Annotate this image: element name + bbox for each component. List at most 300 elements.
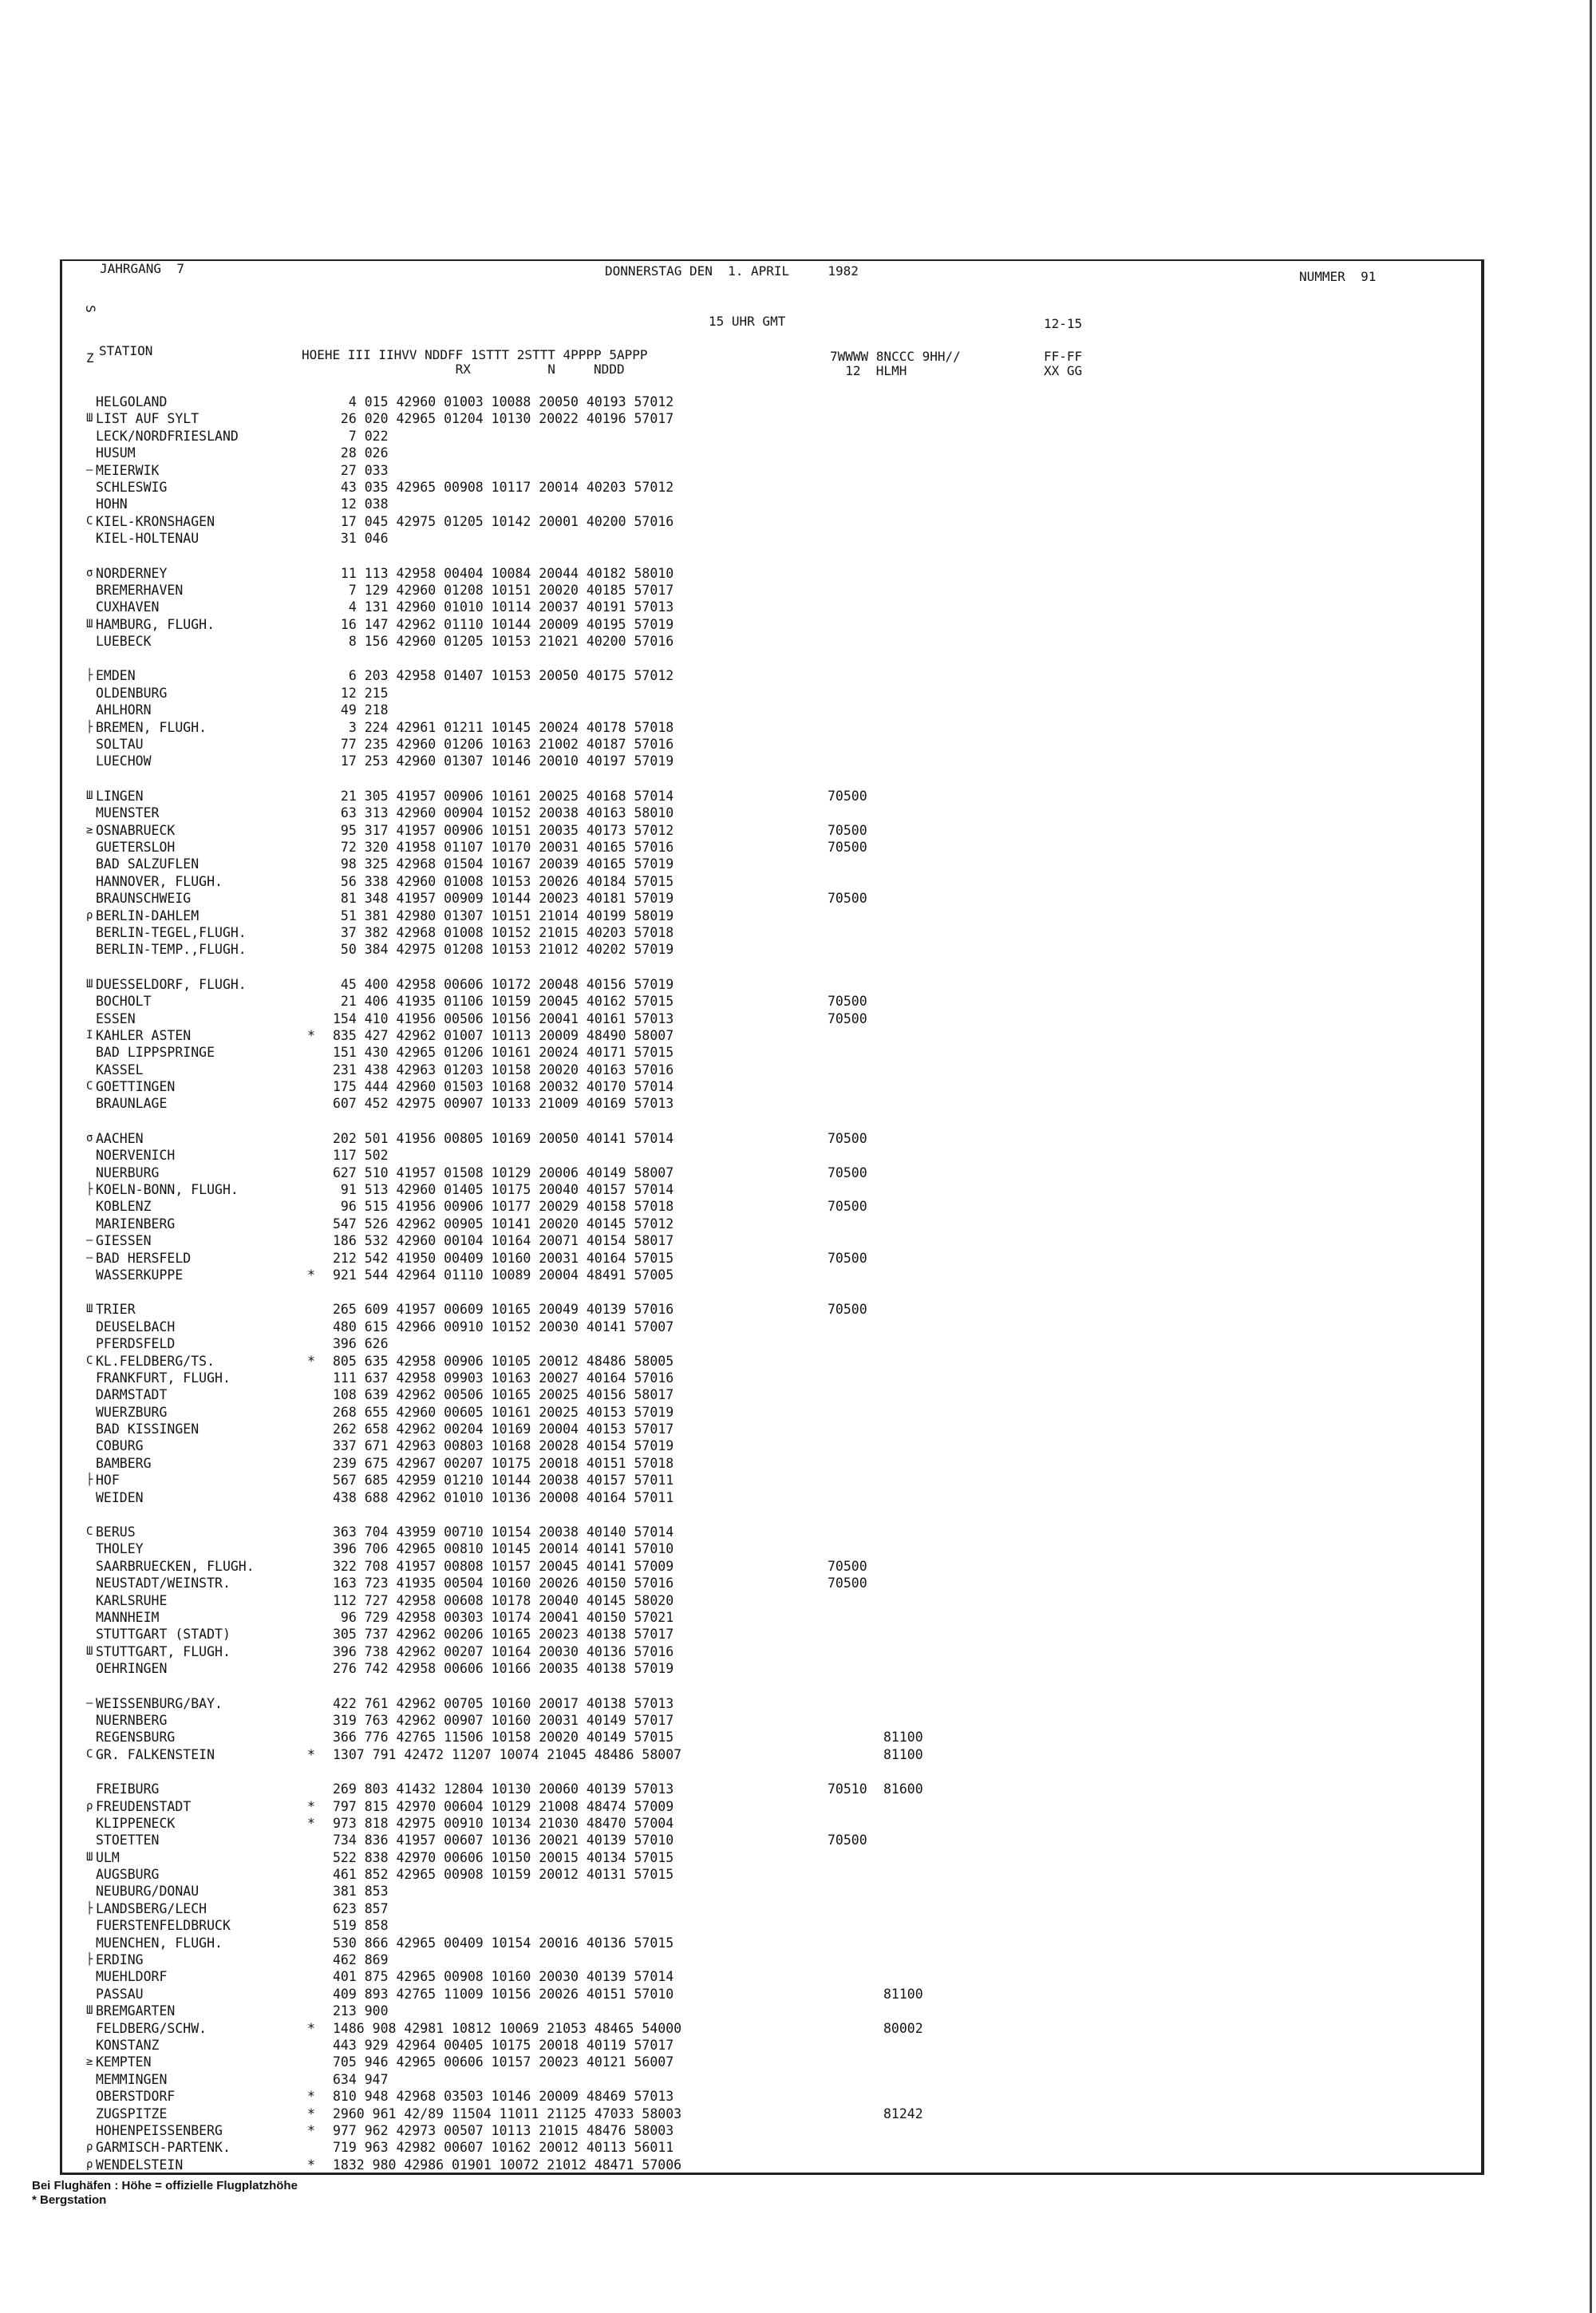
station-values: 265 609 41957 00609 10165 20049 40139 57016 [333,1302,674,1318]
station-name: KARLSRUHE [96,1592,168,1608]
station-name: COBURG [96,1438,144,1454]
station-name: SCHLESWIG [96,479,168,495]
table-row [86,976,939,993]
station-values: 461 852 42965 00908 10159 20012 40131 57015 [333,1867,674,1883]
station-name: NEUBURG/DONAU [96,1884,200,1900]
group-7-value: 70510 [828,1781,867,1797]
station-values: 396 738 42962 00207 10164 20030 40136 57016 [333,1643,674,1659]
station-mark: Ш [86,2004,93,2018]
station-name: MUENSTER [96,805,160,821]
group-7-value: 70500 [828,1199,867,1215]
station-values: 2960 961 42/89 11504 11011 21125 47033 58003 [333,2105,682,2121]
table-row [86,2054,939,2070]
station-values: 977 962 42973 00507 10113 21015 48476 58003 [333,2122,674,2138]
mountain-star: * [307,1027,315,1043]
station-name: HOHENPEISSENBERG [96,2122,223,2138]
extra-column-headers: 7WWWW 8NCCC 9HH// [830,349,961,364]
table-row [86,1267,939,1283]
station-values: 27 033 [333,462,389,478]
station-values: 519 858 [333,1918,389,1934]
station-name: NORDERNEY [96,565,168,581]
table-row [86,2105,939,2122]
table-row [86,822,939,839]
issue-number: NUMMER 91 [1299,269,1377,284]
station-name: BREMGARTEN [96,2003,176,2019]
station-mark: — [86,1234,93,1247]
station-mark: ├ [86,1473,93,1487]
station-values: 96 515 41956 00906 10177 20029 40158 57018 [333,1199,674,1215]
station-table [86,393,939,2173]
station-values: 547 526 42962 00905 10141 20020 40145 57012 [333,1216,674,1232]
table-row [86,1455,939,1472]
table-row [86,633,939,650]
station-name: GOETTINGEN [96,1079,176,1095]
station-values: 337 671 42963 00803 10168 20028 40154 57019 [333,1438,674,1454]
station-values: 522 838 42970 00606 10150 20015 40134 57015 [333,1849,674,1865]
table-row [86,2020,939,2037]
group-7-value: 70500 [828,1130,867,1146]
station-name: CUXHAVEN [96,599,160,615]
station-name: MUEHLDORF [96,1969,168,1985]
table-row [86,719,939,736]
group-7-value: 70500 [828,1250,867,1266]
station-mark: Ш [86,1644,93,1658]
table-row [86,2122,939,2139]
station-values: 705 946 42965 00606 10157 20023 40121 56007 [333,2054,674,2070]
wind-gust-header: FF-FF [1044,349,1083,364]
table-row [86,582,939,599]
station-name: BERLIN-DAHLEM [96,907,200,923]
station-name: BAD HERSFELD [96,1250,192,1266]
station-values: 366 776 42765 11506 10158 20020 40149 57015 [333,1730,674,1746]
table-row [86,667,939,684]
station-values: 921 544 42964 01110 10089 20004 48491 57005 [333,1267,674,1283]
table-row [86,805,939,821]
station-values: 16 147 42962 01110 10144 20009 40195 57019 [333,616,674,632]
station-name: BAD LIPPSPRINGE [96,1045,215,1061]
table-row [86,599,939,615]
station-values: 438 688 42962 01010 10136 20008 40164 57011 [333,1489,674,1505]
mountain-star: * [307,1353,315,1369]
station-name: EMDEN [96,668,136,684]
station-name: WEIDEN [96,1489,144,1505]
mountain-star: * [307,1798,315,1814]
station-name: PASSAU [96,1986,144,2002]
table-row [86,1712,939,1729]
table-row [86,1729,939,1746]
station-name: SOLTAU [96,737,144,753]
station-name: BREMEN, FLUGH. [96,719,207,735]
station-name: BERLIN-TEMP.,FLUGH. [96,942,247,958]
table-row [86,2088,939,2105]
footnote-mountain-station: * Bergstation [32,2193,107,2207]
station-values: 28 026 [333,445,389,461]
station-name: KEMPTEN [96,2054,152,2070]
table-row [86,1968,939,1985]
table-row [86,1900,939,1917]
station-values: 17 253 42960 01307 10146 20010 40197 57019 [333,753,674,769]
table-row [86,1319,939,1335]
station-name: FUERSTENFELDBRUCK [96,1918,231,1934]
table-row [86,462,939,479]
station-name: HAMBURG, FLUGH. [96,616,215,632]
station-mark: Ш [86,977,93,990]
station-values: 51 381 42980 01307 10151 21014 40199 58019 [333,907,674,923]
station-values: 805 635 42958 00906 10105 20012 48486 58005 [333,1353,674,1369]
table-row [86,1437,939,1454]
station-name: LIST AUF SYLT [96,411,200,427]
station-name: HANNOVER, FLUGH. [96,873,223,889]
station-mark: Ш [86,789,93,802]
station-name: NUERBURG [96,1164,160,1180]
table-row [86,1917,939,1934]
station-name: BRAUNLAGE [96,1096,168,1112]
mountain-star: * [307,1746,315,1762]
table-row [86,736,939,753]
station-values: 31 046 [333,531,389,547]
station-name: ERDING [96,1952,144,1968]
station-values: 26 020 42965 01204 10130 20022 40196 57017 [333,411,674,427]
station-values: 7 129 42960 01208 10151 20020 40185 57017 [333,582,674,598]
station-name: LANDSBERG/LECH [96,1900,207,1916]
station-values: 607 452 42975 00907 10133 21009 40169 57013 [333,1096,674,1112]
station-name: OSNABRUECK [96,822,176,838]
table-row [86,2157,939,2173]
table-row [86,1010,939,1027]
table-row [86,1558,939,1575]
table-row [86,2037,939,2054]
station-name: FRANKFURT, FLUGH. [96,1370,231,1386]
station-values: 98 325 42968 01504 10167 20039 40165 57019 [333,856,674,872]
table-row [86,1660,939,1677]
station-name: LECK/NORDFRIESLAND [96,428,239,444]
table-row [86,1798,939,1815]
mountain-star: * [307,2122,315,2138]
station-name: BERLIN-TEGEL,FLUGH. [96,924,247,940]
station-name: MARIENBERG [96,1216,176,1232]
station-name: BREMERHAVEN [96,582,184,598]
wind-gust-subheader: XX GG [1044,363,1083,378]
station-values: 17 045 42975 01205 10142 20001 40200 57016 [333,513,674,529]
station-mark: C [86,1080,93,1093]
mountain-star: * [307,2089,315,2105]
station-values: 6 203 42958 01407 10153 20050 40175 57012 [333,668,674,684]
table-row [86,1147,939,1164]
code-column-subheaders: RX N NDDD [302,362,625,377]
station-name: MANNHEIM [96,1610,160,1625]
station-values: 381 853 [333,1884,389,1900]
side-letter: S [82,305,98,313]
station-name: STOETTEN [96,1833,160,1848]
table-row [86,1849,939,1866]
table-row [86,513,939,530]
footnote [32,2179,298,2208]
station-name: FREIBURG [96,1781,160,1797]
table-row [86,1575,939,1591]
table-row [86,890,939,907]
table-row [86,2003,939,2019]
station-values: 3 224 42961 01211 10145 20024 40178 57018 [333,719,674,735]
group-7-value: 70500 [828,1576,867,1591]
station-name: KIEL-HOLTENAU [96,531,200,547]
station-name: NOERVENICH [96,1148,176,1164]
group-7-value: 70500 [828,891,867,907]
station-name: ULM [96,1849,120,1865]
station-mark: ├ [86,1953,93,1967]
station-name: WUERZBURG [96,1404,168,1420]
table-row [86,1198,939,1215]
station-values: 269 803 41432 12804 10130 20060 40139 57013 [333,1781,674,1797]
station-values: 1486 908 42981 10812 10069 21053 48465 54000 [333,2020,682,2036]
station-values: 96 729 42958 00303 10174 20041 40150 57021 [333,1610,674,1625]
station-name: BRAUNSCHWEIG [96,891,192,907]
group-8-value: 81100 [883,1746,923,1762]
station-name: HOF [96,1473,120,1489]
station-mark: ├ [86,1183,93,1196]
station-name: GUETERSLOH [96,839,176,855]
station-name: HELGOLAND [96,394,168,409]
station-name: DUESSELDORF, FLUGH. [96,976,247,992]
group-7-value: 70500 [828,839,867,855]
station-name: BOCHOLT [96,994,152,1010]
station-name: ESSEN [96,1010,136,1026]
code-column-headers: HOEHE III IIHVV NDDFF 1STTT 2STTT 4PPPP 5APPP [302,347,648,362]
table-row [86,1027,939,1044]
station-mark: C [86,1525,93,1539]
group-8-value: 81600 [883,1781,923,1797]
station-values: 50 384 42975 01208 10153 21012 40202 57019 [333,942,674,958]
table-row [86,753,939,769]
station-name: BAD SALZUFLEN [96,856,200,872]
station-values: 268 655 42960 00605 10161 20025 40153 57019 [333,1404,674,1420]
station-mark: ρ [86,1799,93,1813]
station-mark: ρ [86,2157,93,2171]
station-mark: — [86,463,93,476]
station-values: 409 893 42765 11009 10156 20026 40151 57010 [333,1986,674,2002]
station-values: 231 438 42963 01203 10158 20020 40163 57016 [333,1062,674,1077]
right-margin-rule [1590,0,1592,2313]
station-marker: Z [86,350,94,366]
station-name: HOHN [96,496,128,512]
table-row [86,839,939,856]
station-name: OLDENBURG [96,685,168,701]
table-row [86,1335,939,1352]
station-values: 213 900 [333,2003,389,2019]
station-values: 719 963 42982 00607 10162 20012 40113 56011 [333,2140,674,2156]
station-values: 163 723 41935 00504 10160 20026 40150 57016 [333,1576,674,1591]
table-row [86,1746,939,1763]
footnote-airports: Bei Flughäfen : Höhe = offizielle Flugplatzhöhe [32,2179,298,2192]
station-values: 239 675 42967 00207 10175 20018 40151 57018 [333,1455,674,1471]
table-row [86,1044,939,1061]
station-name: KOBLENZ [96,1199,152,1215]
table-row [86,924,939,941]
mountain-star: * [307,2020,315,2036]
station-mark: C [86,514,93,528]
table-row [86,1164,939,1181]
table-row [86,1935,939,1951]
station-values: 91 513 42960 01405 10175 20040 40157 57014 [333,1182,674,1198]
station-mark: — [86,1251,93,1264]
table-row [86,496,939,512]
station-name: KOELN-BONN, FLUGH. [96,1182,239,1198]
table-row [86,565,939,582]
station-values: 530 866 42965 00409 10154 20016 40136 57015 [333,1935,674,1951]
table-row [86,1643,939,1660]
table-row [86,1472,939,1489]
table-row [86,1951,939,1968]
group-8-value: 81242 [883,2105,923,2121]
table-row [86,1078,939,1095]
table-row [86,1216,939,1232]
station-name: TRIER [96,1302,136,1318]
station-values: 401 875 42965 00908 10160 20030 40139 57014 [333,1969,674,1985]
station-values: 1307 791 42472 11207 10074 21045 48486 58007 [333,1746,682,1762]
table-row [86,1781,939,1797]
station-values: 37 382 42968 01008 10152 21015 40203 57018 [333,924,674,940]
station-mark: ≥ [86,823,93,836]
station-values: 322 708 41957 00808 10157 20045 40141 57009 [333,1558,674,1574]
station-name: KONSTANZ [96,2037,160,2053]
station-values: 396 706 42965 00810 10145 20014 40141 57010 [333,1541,674,1557]
station-values: 797 815 42970 00604 10129 21008 48474 57009 [333,1798,674,1814]
station-mark: — [86,1696,93,1710]
station-mark: ρ [86,908,93,922]
table-row [86,941,939,958]
group-7-value: 70500 [828,822,867,838]
station-column-header: STATION [99,343,153,358]
station-name: PFERDSFELD [96,1336,176,1352]
station-name: STUTTGART (STADT) [96,1627,231,1643]
table-row [86,530,939,547]
station-values: 63 313 42960 00904 10152 20038 40163 58010 [333,805,674,821]
station-name: NUERNBERG [96,1712,168,1728]
table-row [86,393,939,410]
station-name: LINGEN [96,788,144,804]
table-row [86,616,939,633]
station-name: KASSEL [96,1062,144,1077]
station-name: WEISSENBURG/BAY. [96,1695,223,1711]
station-values: 112 727 42958 00608 10178 20040 40145 58020 [333,1592,674,1608]
table-row [86,1609,939,1626]
station-values: 95 317 41957 00906 10151 20035 40173 57012 [333,822,674,838]
station-name: MEIERWIK [96,462,160,478]
table-row [86,1095,939,1112]
station-values: 202 501 41956 00805 10169 20050 40141 57014 [333,1130,674,1146]
group-7-value: 70500 [828,1164,867,1180]
station-values: 634 947 [333,2071,389,2087]
station-name: OBERSTDORF [96,2089,176,2105]
station-values: 186 532 42960 00104 10164 20071 40154 58017 [333,1233,674,1249]
station-values: 627 510 41957 01508 10129 20006 40149 58007 [333,1164,674,1180]
station-name: KLIPPENECK [96,1815,176,1831]
station-values: 21 305 41957 00906 10161 20025 40168 57014 [333,788,674,804]
station-values: 151 430 42965 01206 10161 20024 40171 57015 [333,1045,674,1061]
station-name: GR. FALKENSTEIN [96,1746,215,1762]
station-name: WENDELSTEIN [96,2157,184,2173]
table-row [86,1130,939,1147]
table-row [86,1883,939,1900]
table-row [86,1626,939,1643]
station-name: DARMSTADT [96,1387,168,1403]
table-row [86,1832,939,1848]
mountain-star: * [307,2105,315,2121]
station-values: 4 015 42960 01003 10088 20050 40193 57012 [333,394,674,409]
station-values: 43 035 42965 00908 10117 20014 40203 57012 [333,479,674,495]
volume-label: JAHRGANG 7 [100,261,184,276]
station-values: 810 948 42968 03503 10146 20009 48469 57013 [333,2089,674,2105]
table-row [86,1489,939,1506]
station-values: 363 704 43959 00710 10154 20038 40140 57014 [333,1524,674,1540]
table-row [86,702,939,718]
station-values: 45 400 42958 00606 10172 20048 40156 57019 [333,976,674,992]
station-name: AUGSBURG [96,1867,160,1883]
mountain-star: * [307,1267,315,1283]
station-values: 212 542 41950 00409 10160 20031 40164 57015 [333,1250,674,1266]
station-name: HUSUM [96,445,136,461]
station-values: 305 737 42962 00206 10165 20023 40138 57017 [333,1627,674,1643]
station-values: 81 348 41957 00909 10144 20023 40181 57019 [333,891,674,907]
extra-column-subheaders: 12 HLMH [830,363,907,378]
station-name: LUECHOW [96,753,152,769]
station-mark: I [86,1028,93,1042]
station-name: FREUDENSTADT [96,1798,192,1814]
group-7-value: 70500 [828,1010,867,1026]
table-row [86,873,939,890]
table-row [86,445,939,461]
station-name: WASSERKUPPE [96,1267,184,1283]
station-values: 462 869 [333,1952,389,1968]
station-values: 567 685 42959 01210 10144 20038 40157 57011 [333,1473,674,1489]
table-row [86,428,939,445]
station-name: ZUGSPITZE [96,2105,168,2121]
station-values: 175 444 42960 01503 10168 20032 40170 57014 [333,1079,674,1095]
station-values: 276 742 42958 00606 10166 20035 40138 57019 [333,1661,674,1677]
station-mark: Ш [86,1303,93,1316]
station-values: 835 427 42962 01007 10113 20009 48490 58007 [333,1027,674,1043]
table-row [86,1866,939,1883]
station-values: 319 763 42962 00907 10160 20031 40149 57017 [333,1712,674,1728]
group-7-value: 70500 [828,1558,867,1574]
table-row [86,1386,939,1403]
station-values: 480 615 42966 00910 10152 20030 40141 57007 [333,1319,674,1334]
table-row [86,2139,939,2156]
table-row [86,1815,939,1832]
station-values: 77 235 42960 01206 10163 21002 40187 57016 [333,737,674,753]
table-row [86,856,939,872]
table-row [86,1540,939,1557]
station-mark: Ш [86,617,93,631]
station-values: 7 022 [333,428,389,444]
station-values: 734 836 41957 00607 10136 20021 40139 57010 [333,1833,674,1848]
table-row [86,993,939,1010]
station-name: SAARBRUECKEN, FLUGH. [96,1558,255,1574]
station-mark: σ [86,1131,93,1145]
station-values: 12 215 [333,685,389,701]
time-range: 12-15 [1044,316,1083,331]
station-values: 154 410 41956 00506 10156 20041 40161 57013 [333,1010,674,1026]
station-name: LUEBECK [96,634,152,650]
station-name: STUTTGART, FLUGH. [96,1643,231,1659]
station-name: FELDBERG/SCHW. [96,2020,207,2036]
table-row [86,1062,939,1078]
table-row [86,410,939,427]
mountain-star: * [307,2157,315,2173]
table-row [86,1421,939,1437]
station-name: KIEL-KRONSHAGEN [96,513,215,529]
observation-time: 15 UHR GMT [709,314,786,329]
table-row [86,1524,939,1540]
